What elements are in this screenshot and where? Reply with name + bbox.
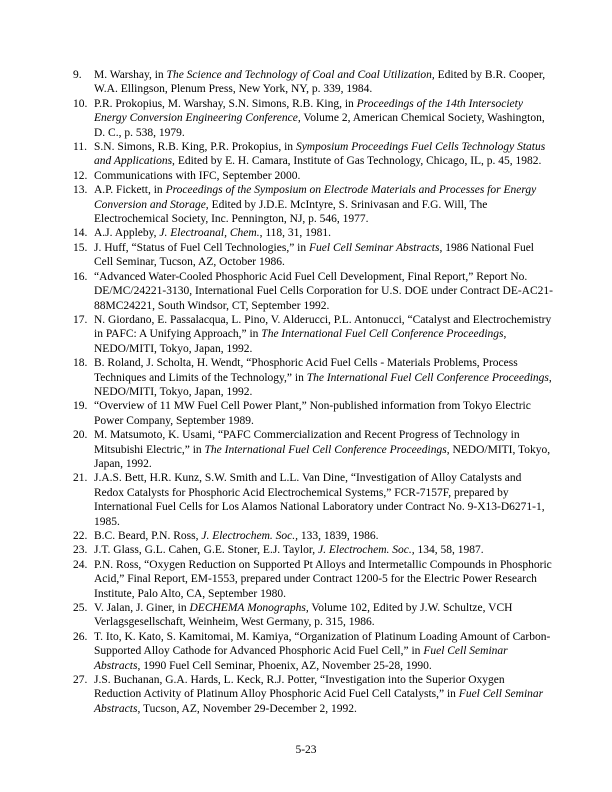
reference-title-italic: J. Electrochem. Soc., [318,544,415,557]
reference-text: , Tucson, AZ, November 29-December 2, 1992. [137,702,357,715]
reference-number: 22. [73,530,88,542]
reference-number: 20. [73,429,88,442]
page-number: 5-23 [295,744,317,756]
reference-text: B. Roland, J. Scholta, H. Wendt, “Phosphoric Acid Fuel Cells - Materials Problems, Process Techniques and Limits of the Technology,” in [94,357,518,384]
reference-number: 27. [73,674,88,687]
reference-title-italic: The International Fuel Cell Conference Proceedings [306,371,549,384]
reference-text: , NEDO/MITI, Tokyo, Japan, 1992. [94,371,552,398]
reference-title-italic: J. Electrochem. Soc., [201,530,299,542]
reference-entry [73,543,553,557]
reference-entry [73,169,553,183]
reference-number: 23. [73,544,88,557]
reference-number: 24. [73,558,88,571]
reference-text: M. Warshay, in [94,69,167,81]
reference-text: B.C. Beard, P.N. Ross, [94,530,202,542]
reference-title-italic: Fuel Cell Seminar Abstracts [309,241,440,254]
reference-text: J.T. Glass, G.L. Cahen, G.E. Stoner, E.J. Taylor, [94,544,318,557]
reference-entry [73,529,553,543]
reference-text: , 118, 31, 1981. [259,227,332,240]
reference-entry [73,68,553,97]
reference-text: P.N. Ross, “Oxygen Reduction on Supported Pt Alloys and Intermetallic Compounds in Phosphoric Acid,” Final Report, EM-1553, prepared under Contract 1200-5 for the Electric Power Research Institute, Palo Alto, CA, September 1980. [94,558,552,600]
reference-text: “Advanced Water-Cooled Phosphoric Acid Fuel Cell Development, Final Report,” Report No. DE/MC/24221-3130, International Fuel Cells Corporation for U.S. DOE under Contract DE-AC21-88MC24221, South Windsor, CT, September 1992. [94,270,553,312]
reference-number: 16. [73,270,88,283]
reference-entry [73,673,553,716]
reference-title-italic: The International Fuel Cell Conference Proceedings [261,328,504,341]
reference-text: , 1990 Fuel Cell Seminar, Phoenix, AZ, November 25-28, 1990. [137,659,432,672]
reference-text: Volume 2, American Chemical Society, Washington, D. C., p. 538, 1979. [94,112,545,139]
reference-text: , NEDO/MITI, Tokyo, Japan, 1992. [94,328,507,355]
reference-entry [73,399,553,428]
reference-number: 17. [73,313,88,326]
reference-text: V. Jalan, J. Giner, in [94,602,190,615]
reference-title-italic: Proceedings of the 14th Intersociety Energy Conversion Engineering Conference, [94,97,523,125]
reference-text: J.S. Buchanan, G.A. Hards, L. Keck, R.J. Potter, “Investigation into the Superior Oxygen Reduction Activity of Platinum Alloy Phosphoric Acid Fuel Cell Catalysts,” in [94,674,505,701]
reference-title-italic: Proceedings of the Symposium on Electrode Materials and Processes for Energy Conversion and Storage, [94,184,537,211]
reference-title-italic: DECHEMA Monographs, [189,602,309,615]
reference-text: Edited by E. H. Camara, Institute of Gas Technology, Chicago, IL, p. 45, 1982. [174,155,542,168]
reference-text: J.A.S. Bett, H.R. Kunz, S.W. Smith and L.L. Van Dine, “Investigation of Alloy Catalysts and Redox Catalysts for Phosphoric Acid Electrochemical Systems,” FCR-7157F, prepared by International Fuel Cells for Los Alamos National Laboratory under Contract No. 9-X13-D6271-1, 1985. [94,472,545,528]
reference-entry [73,241,553,270]
reference-number: 19. [73,400,88,413]
reference-number: 13. [73,184,88,197]
reference-title-italic: Symposium Proceedings Fuel Cells Technology Status and Applications, [94,141,546,168]
reference-text: Volume 102, Edited by J.W. Schultze, VCH Verlagsgesellschaft, Weinheim, West Germany, p. 315, 1986. [94,602,513,629]
reference-number: 18. [73,357,88,370]
reference-entry [73,558,553,601]
reference-title-italic: J. Electroanal, Chem. [159,227,260,240]
reference-number: 12. [73,169,88,182]
reference-number: 26. [73,630,88,643]
reference-entry [73,601,553,630]
reference-text: 133, 1839, 1986. [298,530,379,542]
reference-text: N. Giordano, E. Passalacqua, L. Pino, V. Alderucci, P.L. Antonucci, “Catalyst and Electrochemistry in PAFC: A Unifying Approach,” in [94,313,552,341]
reference-text: J. Huff, “Status of Fuel Cell Technologies,” in [94,241,310,254]
reference-title-italic: Fuel Cell Seminar Abstracts [94,645,508,672]
reference-text: “Overview of 11 MW Fuel Cell Power Plant,” Non-published information from Tokyo Electric Power Company, September 1989. [94,400,531,427]
reference-entry [73,270,553,313]
reference-entry [73,226,553,240]
reference-entry [73,140,553,169]
reference-number: 10. [73,97,88,110]
reference-number: 11. [73,141,87,154]
reference-title-italic: The International Fuel Cell Conference Proceedings [204,443,447,456]
reference-entry [73,97,553,140]
reference-title-italic: Fuel Cell Seminar Abstracts [94,688,544,715]
reference-entry [73,183,553,226]
reference-text: A.P. Fickett, in [94,184,166,197]
reference-text: P.R. Prokopius, M. Warshay, S.N. Simons, R.B. King, in [94,97,357,110]
reference-entry [73,313,553,356]
reference-text: , NEDO/MITI, Tokyo, Japan, 1992. [94,443,551,470]
reference-text: M. Matsumoto, K. Usami, “PAFC Commercialization and Recent Progress of Technology in Mitsubishi Electric,” in [94,429,520,456]
reference-text: T. Ito, K. Kato, S. Kamitomai, M. Kamiya, “Organization of Platinum Loading Amount of Carbon-Supported Alloy Cathode for Advanced Phosphoric Acid Fuel Cell,” in [94,630,551,658]
reference-entry [73,428,553,471]
reference-number: 14. [73,227,88,240]
reference-text: Communications with IFC, September 2000. [94,169,301,182]
reference-number: 21. [73,472,88,485]
reference-text: S.N. Simons, R.B. King, P.R. Prokopius, in [94,141,296,154]
reference-number: 25. [73,602,88,615]
reference-text: , 1986 National Fuel Cell Seminar, Tucson, AZ, October 1986. [94,241,534,269]
reference-text: A.J. Appleby, [94,227,160,240]
reference-entry [73,356,553,399]
reference-number: 9. [73,69,82,81]
reference-list [73,68,553,716]
reference-title-italic: The Science and Technology of Coal and Coal Utilization, [166,69,435,81]
reference-text: 134, 58, 1987. [414,544,484,557]
reference-text: Edited by J.D.E. McIntyre, S. Srinivasan and F.G. Will, The Electrochemical Society, Inc. Pennington, NJ, p. 546, 1977. [94,198,488,226]
reference-entry [73,630,553,673]
reference-number: 15. [73,241,88,254]
reference-entry [73,471,553,529]
reference-text: Edited by B.R. Cooper, W.A. Ellingson, Plenum Press, New York, NY, p. 339, 1984. [94,69,546,96]
